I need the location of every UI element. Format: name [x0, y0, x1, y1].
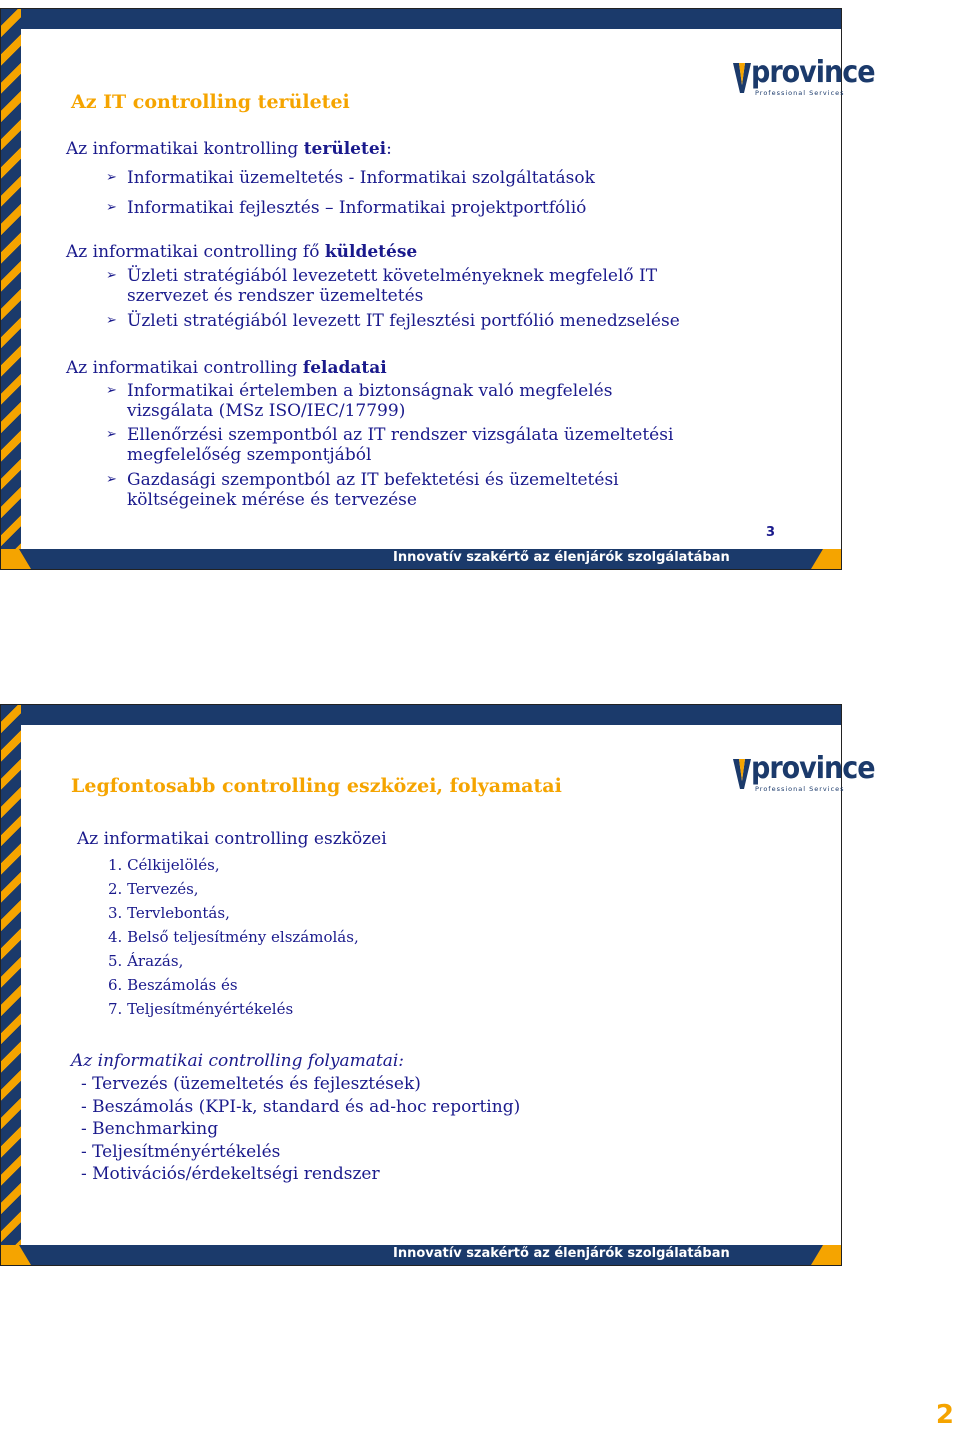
logo-mark-icon — [733, 759, 751, 789]
left-stripe — [1, 9, 21, 569]
list-item: - Tervezés (üzemeltetés és fejlesztések) — [81, 1074, 421, 1094]
top-bar — [1, 9, 841, 29]
logo-subtitle: Professional Services — [755, 89, 845, 97]
province-logo — [733, 751, 875, 797]
logo-subtitle: Professional Services — [755, 785, 845, 793]
process-list — [81, 1073, 520, 1186]
left-stripe — [1, 705, 21, 1265]
section-3-item-1-line-1: Informatikai értelemben a biztonságnak való megfelelés — [127, 381, 613, 401]
list-item: - Teljesítményértékelés — [81, 1141, 281, 1162]
list-item: 3. Tervlebontás, — [108, 904, 230, 922]
arrow-bullet-icon: ➢ — [106, 383, 117, 398]
slide-2-title: Legfontosabb controlling eszközei, folyamatai — [71, 775, 562, 797]
list-item: 1. Célkijelölés, — [108, 856, 220, 874]
section-3-item-2-line-1: Ellenőrzési szempontból az IT rendszer vizsgálata üzemeltetési — [127, 425, 674, 445]
list-item: - Benchmarking — [81, 1119, 219, 1139]
document-page-number: 2 — [935, 1400, 954, 1430]
arrow-bullet-icon: ➢ — [106, 200, 117, 215]
tools-list — [108, 853, 359, 1021]
logo-mark-icon — [733, 63, 751, 93]
section-3-item-3-line-1: Gazdasági szempontból az IT befektetési és üzemeltetési — [127, 470, 619, 490]
footer-slogan: Innovatív szakértő az élenjárók szolgálatában — [393, 1246, 730, 1261]
slide-2 — [0, 704, 875, 1266]
logo-word: province — [751, 751, 875, 786]
section-2-item-1-line-2: szervezet és rendszer üzemeltetés — [127, 286, 424, 306]
list-item: 4. Belső teljesítmény elszámolás, — [108, 928, 359, 946]
top-bar — [1, 705, 841, 725]
list-item: 7. Teljesítményértékelés — [108, 1000, 294, 1018]
arrow-bullet-icon: ➢ — [106, 313, 117, 328]
section-1-intro: Az informatikai kontrolling területei: — [66, 139, 392, 159]
list-item: - Beszámolás (KPI-k, standard és ad-hoc reporting) — [81, 1096, 521, 1117]
province-logo — [733, 55, 875, 101]
section-2-intro: Az informatikai controlling fő küldetése — [66, 242, 418, 262]
footer-slogan: Innovatív szakértő az élenjárók szolgálatában — [393, 550, 730, 565]
slide-2-body — [21, 725, 875, 1265]
tools-heading: Az informatikai controlling eszközei — [77, 829, 387, 849]
slide-page-number: 3 — [766, 525, 776, 540]
arrow-bullet-icon: ➢ — [106, 427, 117, 442]
section-1-item-2: Informatikai fejlesztés – Informatikai projektportfólió — [127, 198, 587, 218]
arrow-bullet-icon: ➢ — [106, 170, 117, 185]
footer-bar — [1, 1245, 841, 1265]
section-2-item-1-line-1: Üzleti stratégiából levezetett követelményeknek megfelelő IT — [127, 266, 658, 286]
slide-1-title: Az IT controlling területei — [71, 91, 350, 113]
footer-bar — [1, 549, 841, 569]
section-1-item-1: Informatikai üzemeltetés - Informatikai szolgáltatások — [127, 168, 595, 188]
section-3-item-3-line-2: költségeinek mérése és tervezése — [127, 490, 417, 510]
arrow-bullet-icon: ➢ — [106, 472, 117, 487]
section-3-item-2-line-2: megfelelőség szempontjából — [127, 445, 372, 465]
process-heading: Az informatikai controlling folyamatai: — [71, 1051, 405, 1071]
section-2-item-2: Üzleti stratégiából levezett IT fejlesztési portfólió menedzselése — [127, 311, 680, 331]
slide-1-body — [21, 29, 875, 569]
section-3-intro: Az informatikai controlling feladatai — [66, 358, 387, 378]
list-item: 5. Árazás, — [108, 952, 184, 970]
list-item: 2. Tervezés, — [108, 880, 199, 898]
section-3-item-1-line-2: vizsgálata (MSz ISO/IEC/17799) — [127, 401, 406, 421]
arrow-bullet-icon: ➢ — [106, 268, 117, 283]
list-item: 6. Beszámolás és — [108, 976, 238, 994]
slide-1 — [0, 8, 875, 570]
logo-word: province — [751, 55, 875, 90]
list-item: - Motivációs/érdekeltségi rendszer — [81, 1164, 380, 1184]
